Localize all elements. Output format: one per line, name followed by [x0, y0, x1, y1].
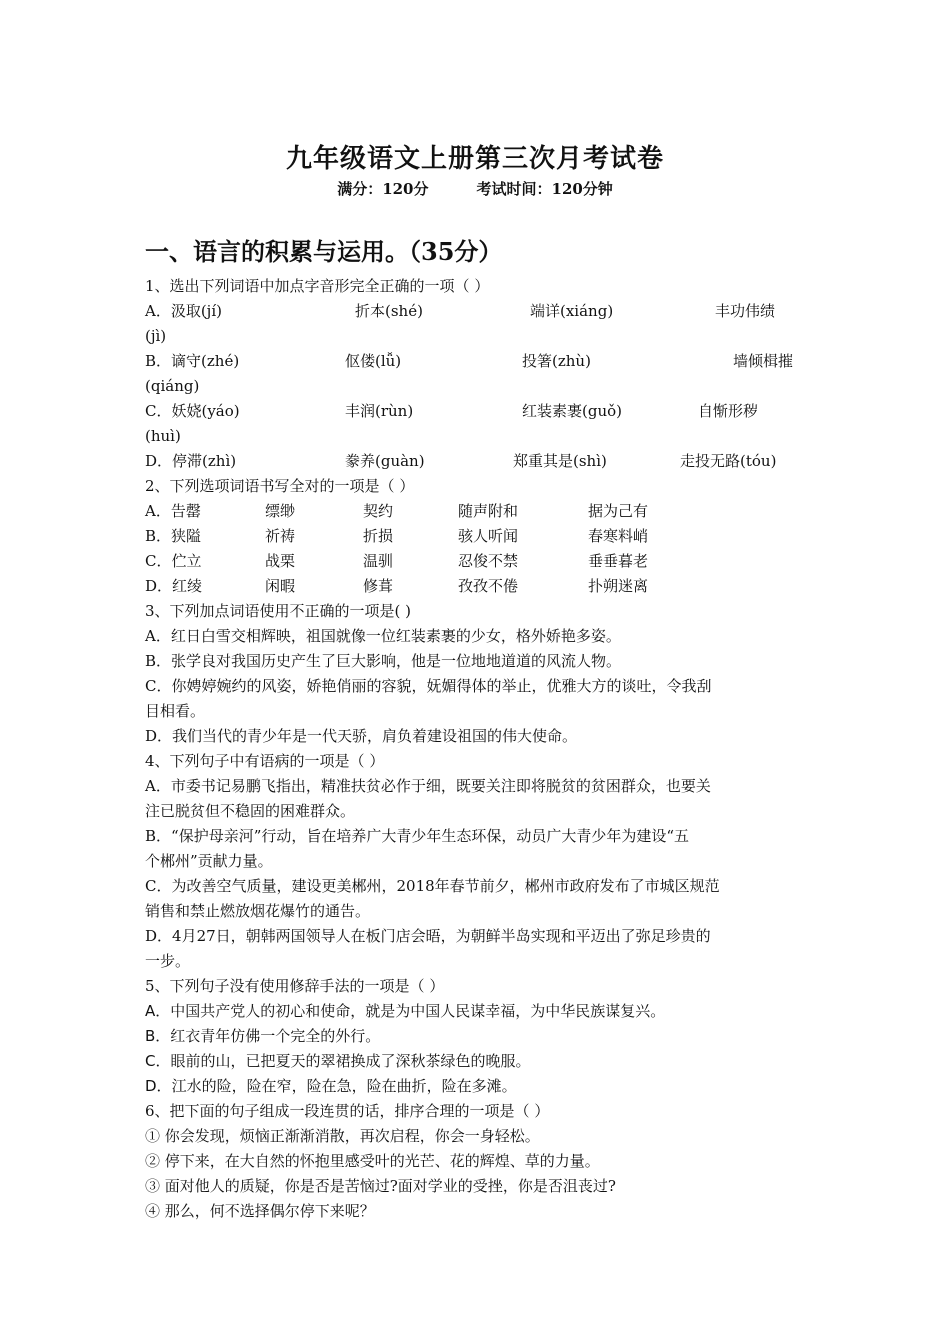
- q4-option-b: B．“保护母亲河”行动，旨在培养广大青少年生态环保，动员广大青少年为建设“五: [145, 827, 690, 845]
- q5-a-letter: A．: [145, 1002, 171, 1020]
- q1-option-a: [145, 299, 805, 324]
- q1-a-3: 端详(xiáng): [530, 302, 614, 320]
- q3-option-c: C．你娉婷婉约的风姿，娇艳俏丽的容貌，妩媚得体的举止，优雅大方的谈吐，令我刮: [145, 677, 712, 695]
- exam-info: [0, 178, 950, 199]
- q2-c-5: 垂垂暮老: [588, 552, 649, 570]
- q5-option-b: [145, 1024, 380, 1049]
- q4-option-a-cont: 注已脱贫但不稳固的困难群众。: [145, 802, 356, 820]
- q1-option-c-wrap: (huì): [145, 427, 181, 445]
- q5-d-text: 江水的险，险在窄，险在急，险在曲折，险在多滩。: [171, 1077, 517, 1095]
- q1-d-1: D．停滞(zhì): [145, 452, 237, 470]
- q3-option-c-cont: 目相看。: [145, 702, 206, 720]
- q5-c-text: 眼前的山，已把夏天的翠裙换成了深秋茶绿色的晚服。: [170, 1052, 531, 1070]
- q1-c-4: 自惭形秽: [698, 402, 759, 420]
- q2-option-c: [145, 549, 685, 574]
- q5-b-letter: B．: [145, 1027, 171, 1045]
- q3-option-d: D．我们当代的青少年是一代天骄，肩负着建设祖国的伟大使命。: [145, 727, 578, 745]
- q1-option-b: [145, 349, 805, 374]
- q1-d-3: 郑重其是(shì): [513, 452, 607, 470]
- q5-b-text: 红衣青年仿佛一个完全的外行。: [170, 1027, 381, 1045]
- q5-stem: 5、下列句子没有使用修辞手法的一项是（ ）: [145, 977, 445, 995]
- q2-c-2: 战栗: [265, 552, 296, 570]
- q1-c-2: 丰润(rùn): [345, 402, 414, 420]
- q4-option-c-cont: 销售和禁止燃放烟花爆竹的通告。: [145, 902, 371, 920]
- q2-d-4: 孜孜不倦: [458, 577, 519, 595]
- q4-option-c: C．为改善空气质量，建设更美郴州，2018年春节前夕，郴州市政府发布了市城区规范: [145, 877, 720, 895]
- q3-option-b: B．张学良对我国历史产生了巨大影响，他是一位地地道道的风流人物。: [145, 652, 622, 670]
- q1-option-c: [145, 399, 805, 424]
- q2-a-1: A．告罄: [145, 502, 201, 520]
- q6-sentence-3: ③ 面对他人的质疑，你是否是苦恼过?面对学业的受挫，你是否沮丧过?: [145, 1177, 616, 1195]
- q2-c-4: 忍俊不禁: [458, 552, 519, 570]
- q6-stem: 6、把下面的句子组成一段连贯的话，排序合理的一项是（ ）: [145, 1102, 550, 1120]
- q2-d-2: 闲暇: [265, 577, 296, 595]
- q1-b-1: B．谪守(zhé): [145, 352, 240, 370]
- q1-option-a-wrap: (jì): [145, 327, 167, 345]
- q2-option-d: [145, 574, 685, 599]
- q1-b-3: 投箸(zhù): [522, 352, 591, 370]
- q2-b-2: 祈祷: [265, 527, 296, 545]
- q1-b-2: 伛偻(lǚ): [345, 352, 402, 370]
- q6-sentence-1: ① 你会发现，烦恼正渐渐消散，再次启程，你会一身轻松。: [145, 1127, 540, 1145]
- exam-time: 考试时间：120分钟: [476, 180, 613, 198]
- q1-option-d: [145, 449, 805, 474]
- q2-b-4: 骇人听闻: [458, 527, 519, 545]
- page-title: 九年级语文上册第三次月考试卷: [285, 144, 664, 174]
- q5-c-letter: C．: [145, 1052, 171, 1070]
- q2-a-2: 缥缈: [265, 502, 296, 520]
- q2-c-3: 温驯: [363, 552, 394, 570]
- q5-d-letter: D．: [145, 1077, 172, 1095]
- q5-option-d: [145, 1074, 517, 1099]
- q6-sentence-2: ② 停下来，在大自然的怀抱里感受叶的光芒、花的辉煌、草的力量。: [145, 1152, 600, 1170]
- q3-option-a: A．红日白雪交相辉映，祖国就像一位红装素裹的少女，格外娇艳多姿。: [145, 627, 621, 645]
- q4-stem: 4、下列句子中有语病的一项是（ ）: [145, 752, 385, 770]
- q1-a-2: 折本(shé): [355, 302, 423, 320]
- q5-option-c: [145, 1049, 531, 1074]
- section-heading: 一、语言的积累与运用。（35分）: [145, 237, 503, 266]
- q1-b-4: 墙倾楫摧: [733, 352, 794, 370]
- q2-a-3: 契约: [363, 502, 394, 520]
- q1-stem: 1、选出下列词语中加点字音形完全正确的一项（ ）: [145, 277, 490, 295]
- q2-d-3: 修葺: [363, 577, 394, 595]
- q5-option-a: [145, 999, 665, 1024]
- q2-b-3: 折损: [363, 527, 394, 545]
- q2-a-5: 据为己有: [588, 502, 649, 520]
- q6-sentence-4: ④ 那么，何不选择偶尔停下来呢？: [145, 1202, 375, 1220]
- q2-c-1: C．伫立: [145, 552, 202, 570]
- q1-c-1: C．妖娆(yáo): [145, 402, 240, 420]
- q4-option-d-cont: 一步。: [145, 952, 191, 970]
- q4-option-b-cont: 个郴州”贡献力量。: [145, 852, 273, 870]
- q2-stem: 2、下列选项词语书写全对的一项是（ ）: [145, 477, 415, 495]
- q2-option-a: [145, 499, 685, 524]
- q1-c-3: 红装素裹(guǒ): [522, 402, 622, 420]
- full-score: 满分：120分: [337, 180, 429, 198]
- q2-b-5: 春寒料峭: [588, 527, 649, 545]
- q2-d-1: D．红绫: [145, 577, 203, 595]
- q1-a-4: 丰功伟绩: [715, 302, 776, 320]
- q4-option-d: D．4月27日，朝韩两国领导人在板门店会晤，为朝鲜半岛实现和平迈出了弥足珍贵的: [145, 927, 711, 945]
- q1-option-b-wrap: (qiáng): [145, 377, 200, 395]
- q2-d-5: 扑朔迷离: [588, 577, 649, 595]
- q1-d-2: 豢养(guàn): [345, 452, 425, 470]
- q5-a-text: 中国共产党人的初心和使命，就是为中国人民谋幸福，为中华民族谋复兴。: [170, 1002, 666, 1020]
- q2-b-1: B．狭隘: [145, 527, 202, 545]
- q2-option-b: [145, 524, 685, 549]
- q1-d-4: 走投无路(tóu): [680, 452, 777, 470]
- q3-stem: 3、下列加点词语使用不正确的一项是( ): [145, 602, 412, 620]
- q4-option-a: A．市委书记易鹏飞指出，精准扶贫必作于细，既要关注即将脱贫的贫困群众，也要关: [145, 777, 711, 795]
- q1-a-1: A．汲取(jí): [145, 302, 222, 320]
- q2-a-4: 随声附和: [458, 502, 519, 520]
